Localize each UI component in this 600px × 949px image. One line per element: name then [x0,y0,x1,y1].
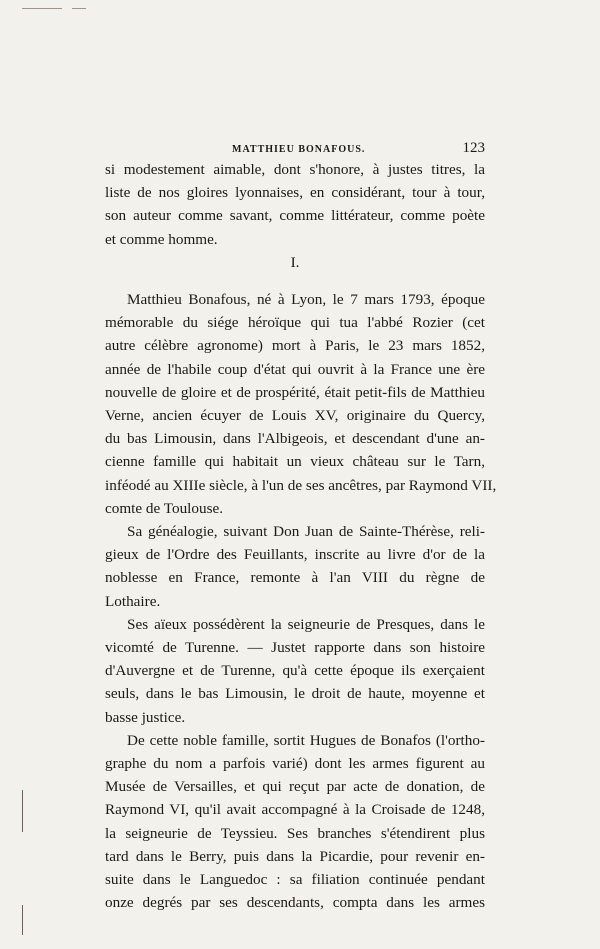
text-line: De cette noble famille, sortit Hugues de Bonafos (l'ortho- [127,731,485,749]
text-line: cienne famille qui habitait un vieux château sur le Tarn, [105,453,485,471]
scan-mark [22,8,62,9]
text-line: la seigneurie de Teyssieu. Ses branches s'étendirent plus [105,824,485,842]
scan-mark [72,8,86,9]
text-line: noblesse en France, remonte à l'an VIII du règne de [105,569,485,587]
text-line: basse justice. [105,708,186,726]
text-line: comte de Toulouse. [105,499,224,517]
text-line: si modestement aimable, dont s'honore, à justes titres, la [105,161,485,178]
text-line: année de l'habile coup d'état qui ouvrit à la France une ère [105,360,485,378]
text-line: graphe du nom a parfois varié) dont les armes figurent au [105,755,485,773]
page-number: 123 [462,140,485,156]
text-line: seuls, dans le bas Limousin, le droit de haute, moyenne et [105,685,485,703]
text-line: Lothaire. [105,592,161,610]
text-line: onze degrés par ses descendants, compta dans les armes [105,894,485,912]
text-line: autre célèbre agronome) mort à Paris, le 23 mars 1852, [105,337,485,355]
section-heading: I. [290,253,300,271]
text-line: d'Auvergne et de Turenne, qu'à cette époque ils exerçaient [105,662,485,680]
text-line: tard dans le Berry, puis dans la Picardie, pour revenir en- [105,847,485,865]
text-line: mémorable du siége héroïque qui tua l'abbé Rozier (cet [105,314,485,332]
text-line: gieux de l'Ordre des Feuillants, inscrite au livre d'or de la [105,546,485,564]
page-header [105,140,485,160]
text-line: nouvelle de gloire et de prospérité, était petit-fils de Matthieu [105,383,485,401]
text-line: son auteur comme savant, comme littérateur, comme poète [105,207,485,225]
scan-edge-mark [22,905,23,935]
body-text [105,158,497,915]
text-line: du bas Limousin, dans l'Albigeois, et descendant d'une an- [105,430,485,448]
section-gap [105,274,485,288]
text-line: Verne, ancien écuyer de Louis XV, originaire du Quercy, [105,407,485,425]
text-line: et comme homme. [105,230,218,248]
scan-edge-mark [22,790,23,832]
text-line: Matthieu Bonafous, né à Lyon, le 7 mars 1793, époque [127,291,485,309]
text-line: Raymond VI, qu'il avait accompagné à la Croisade de 1248, [105,801,485,819]
text-line: Sa généalogie, suivant Don Juan de Sainte-Thérèse, reli- [127,523,485,541]
text-line: liste de nos gloires lyonnaises, en considérant, tour à tour, [105,184,485,202]
running-title: MATTHIEU BONAFOUS. [232,144,366,155]
text-line: suite dans le Languedoc : sa filiation continuée pendant [105,871,485,889]
text-line: vicomté de Turenne. — Justet rapporte dans son histoire [105,639,485,657]
text-line: Ses aïeux possédèrent la seigneurie de Presques, dans le [127,615,485,633]
text-line: Musée de Versailles, et qui reçut par acte de donation, de [105,778,485,796]
text-line: inféodé au XIIIe siècle, à l'un de ses ancêtres, par Raymond VII, [105,476,497,494]
